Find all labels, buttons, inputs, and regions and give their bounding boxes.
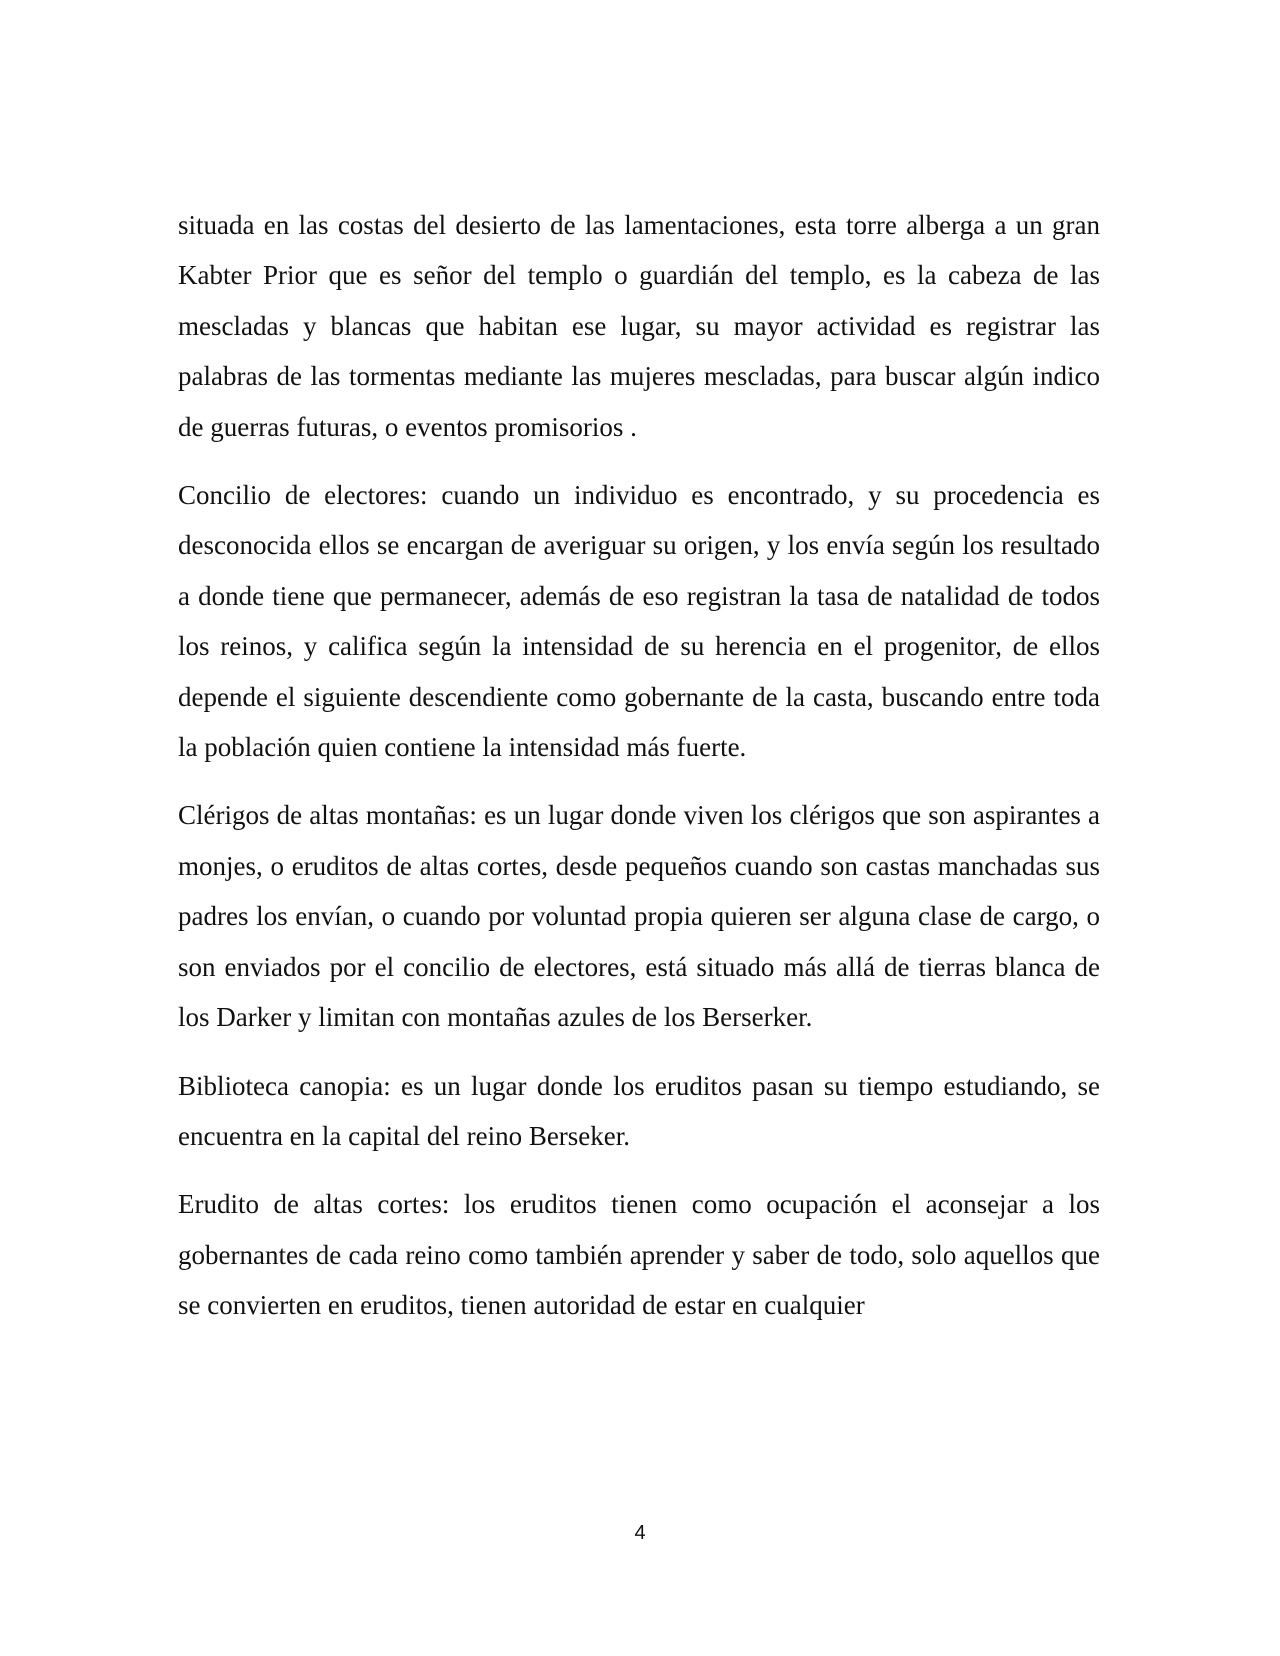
body-text	[178, 200, 1100, 1349]
page-number: 4	[634, 1522, 646, 1544]
paragraph-concilio-de-electores: Concilio de electores: cuando un individuo es encontrado, y su procedencia es desconocida ellos se encargan de averiguar su origen, y los envía según los resultado a donde tiene que permanecer, además de eso registran la tasa de natalidad de todos los reinos, y califica según la intensidad de su herencia en el progenitor, de ellos depende el siguiente descendiente como gobernante de la casta, buscando entre toda la población quien contiene la intensidad más fuerte.	[178, 480, 1100, 763]
paragraph-clerigos-de-altas-montanas: Clérigos de altas montañas: es un lugar donde viven los clérigos que son aspirantes a monjes, o eruditos de altas cortes, desde pequeños cuando son castas manchadas sus padres los envían, o cuando por voluntad propia quieren ser alguna clase de cargo, o son enviados por el concilio de electores, está situado más allá de tierras blanca de los Darker y limitan con montañas azules de los Berserker.	[178, 800, 1100, 1033]
paragraph-torre: situada en las costas del desierto de las lamentaciones, esta torre alberga a un gran Kabter Prior que es señor del templo o guardián del templo, es la cabeza de las mescladas y blancas que habitan ese lugar, su mayor actividad es registrar las palabras de las tormentas mediante las mujeres mescladas, para buscar algún indico de guerras futuras, o eventos promisorios .	[178, 210, 1100, 442]
paragraph-biblioteca-canopia: Biblioteca canopia: es un lugar donde los eruditos pasan su tiempo estudiando, se encuentra en la capital del reino Berseker.	[178, 1070, 1100, 1151]
paragraph-erudito-de-altas-cortes: Erudito de altas cortes: los eruditos tienen como ocupación el aconsejar a los gobernantes de cada reino como también aprender y saber de todo, solo aquellos que se convierten en eruditos, tienen autoridad de estar en cualquier	[178, 1189, 1100, 1321]
